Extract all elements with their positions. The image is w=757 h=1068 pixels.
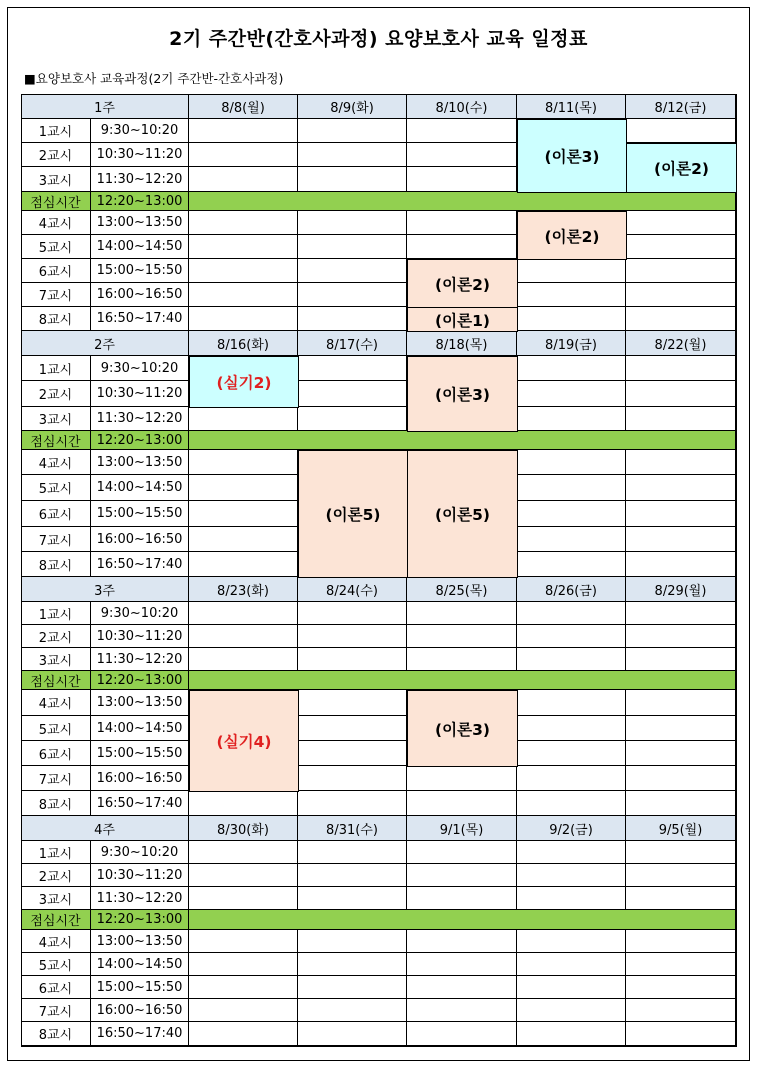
week-label: 1주 [21,94,189,119]
schedule-cell [189,648,298,671]
schedule-cell [189,211,298,235]
schedule-cell [517,791,626,816]
schedule-cell [517,887,626,910]
schedule-cell [626,259,736,283]
period-label: 6교시 [21,976,91,999]
lunch-time: 12:20~13:00 [91,192,189,211]
period-time: 16:50~17:40 [91,552,189,577]
period-label: 5교시 [21,716,91,741]
schedule-cell [517,381,626,407]
lunch-bar [189,671,736,690]
schedule-cell [189,552,298,577]
schedule-cell [298,999,407,1022]
schedule-cell [298,119,407,143]
schedule-cell [626,930,736,953]
schedule-cell [407,953,517,976]
date-header: 8/10(수) [407,94,517,119]
week-label: 3주 [21,577,189,602]
schedule-cell [517,953,626,976]
period-time: 16:50~17:40 [91,1022,189,1046]
schedule-cell [626,475,736,501]
schedule-cell [517,475,626,501]
schedule-cell [298,356,407,381]
period-label: 2교시 [21,625,91,648]
period-time: 9:30~10:20 [91,356,189,381]
lunch-label: 점심시간 [21,431,91,450]
period-label: 1교시 [21,119,91,143]
lunch-label: 점심시간 [21,910,91,930]
schedule-cell [626,864,736,887]
schedule-cell [517,625,626,648]
schedule-cell [189,791,298,816]
period-label: 4교시 [21,450,91,475]
schedule-cell [298,1022,407,1046]
class-session: (이론2) [407,259,518,308]
date-header: 9/5(월) [626,816,736,841]
schedule-cell [517,259,626,283]
date-header: 8/22(월) [626,331,736,356]
week-label: 4주 [21,816,189,841]
schedule-cell [626,766,736,791]
schedule-cell [517,999,626,1022]
schedule-cell [517,307,626,331]
period-time: 14:00~14:50 [91,716,189,741]
schedule-cell [626,791,736,816]
schedule-cell [298,690,407,716]
schedule-cell [298,741,407,766]
schedule-cell [298,953,407,976]
date-header: 8/19(금) [517,331,626,356]
schedule-cell [189,307,298,331]
schedule-cell [407,976,517,999]
schedule-cell [517,976,626,999]
schedule-cell [189,887,298,910]
period-time: 9:30~10:20 [91,602,189,625]
period-label: 4교시 [21,930,91,953]
schedule-cell [298,976,407,999]
period-time: 16:00~16:50 [91,766,189,791]
date-header: 8/8(월) [189,94,298,119]
lunch-time: 12:20~13:00 [91,910,189,930]
period-label: 7교시 [21,766,91,791]
date-header: 8/17(수) [298,331,407,356]
period-label: 7교시 [21,527,91,552]
period-time: 16:00~16:50 [91,283,189,307]
schedule-cell [189,953,298,976]
period-time: 13:00~13:50 [91,690,189,716]
period-label: 2교시 [21,864,91,887]
period-label: 6교시 [21,259,91,283]
schedule-cell [626,999,736,1022]
period-label: 5교시 [21,235,91,259]
schedule-cell [298,307,407,331]
schedule-cell [189,283,298,307]
schedule-cell [298,602,407,625]
period-time: 15:00~15:50 [91,741,189,766]
class-session: (이론5) [407,450,518,578]
schedule-cell [298,930,407,953]
period-time: 11:30~12:20 [91,648,189,671]
schedule-cell [189,235,298,259]
schedule-cell [407,864,517,887]
schedule-cell [298,211,407,235]
schedule-cell [626,307,736,331]
schedule-cell [626,501,736,527]
schedule-cell [298,625,407,648]
schedule-cell [298,841,407,864]
schedule-cell [517,283,626,307]
period-label: 4교시 [21,690,91,716]
schedule-cell [626,887,736,910]
period-label: 1교시 [21,356,91,381]
schedule-cell [517,527,626,552]
schedule-cell [189,407,298,431]
lunch-label: 점심시간 [21,671,91,690]
date-header: 8/24(수) [298,577,407,602]
schedule-cell [189,930,298,953]
date-header: 8/9(화) [298,94,407,119]
schedule-cell [189,976,298,999]
schedule-cell [407,999,517,1022]
schedule-cell [626,407,736,431]
schedule-cell [517,648,626,671]
schedule-cell [189,864,298,887]
date-header: 8/18(목) [407,331,517,356]
schedule-cell [298,235,407,259]
schedule-cell [189,143,298,167]
schedule-cell [626,741,736,766]
schedule-cell [626,625,736,648]
date-header: 8/31(수) [298,816,407,841]
schedule-cell [626,953,736,976]
schedule-cell [189,450,298,475]
period-label: 3교시 [21,167,91,192]
schedule-cell [517,356,626,381]
schedule-cell [189,167,298,192]
period-label: 8교시 [21,307,91,331]
schedule-cell [407,648,517,671]
schedule-cell [517,450,626,475]
period-label: 8교시 [21,791,91,816]
date-header: 8/23(화) [189,577,298,602]
schedule-cell [189,1022,298,1046]
schedule-cell [517,552,626,577]
schedule-cell [189,501,298,527]
period-time: 15:00~15:50 [91,976,189,999]
schedule-cell [298,259,407,283]
schedule-cell [517,1022,626,1046]
schedule-cell [298,887,407,910]
schedule-cell [407,211,517,235]
schedule-cell [189,841,298,864]
lunch-bar [189,431,736,450]
schedule-cell [626,283,736,307]
date-header: 8/16(화) [189,331,298,356]
schedule-cell [517,864,626,887]
schedule-cell [626,450,736,475]
schedule-cell [298,716,407,741]
date-header: 8/12(금) [626,94,736,119]
period-label: 5교시 [21,475,91,501]
period-time: 14:00~14:50 [91,953,189,976]
class-session: (실기4) [189,690,299,792]
period-label: 2교시 [21,381,91,407]
period-label: 6교시 [21,501,91,527]
schedule-cell [517,407,626,431]
period-label: 3교시 [21,648,91,671]
schedule-cell [407,930,517,953]
schedule-cell [626,356,736,381]
date-header: 8/26(금) [517,577,626,602]
period-label: 3교시 [21,407,91,431]
schedule-cell [626,119,736,143]
period-time: 16:50~17:40 [91,307,189,331]
schedule-cell [626,648,736,671]
schedule-cell [298,167,407,192]
schedule-cell [407,235,517,259]
date-header: 9/2(금) [517,816,626,841]
schedule-cell [189,527,298,552]
class-session: (이론3) [517,119,627,193]
week-label: 2주 [21,331,189,356]
schedule-cell [517,501,626,527]
period-time: 15:00~15:50 [91,501,189,527]
schedule-cell [626,235,736,259]
period-time: 16:00~16:50 [91,527,189,552]
schedule-cell [407,143,517,167]
period-time: 11:30~12:20 [91,887,189,910]
class-session: (이론1) [407,307,518,332]
schedule-cell [298,283,407,307]
period-time: 16:00~16:50 [91,999,189,1022]
schedule-cell [626,381,736,407]
schedule-cell [189,259,298,283]
schedule-cell [407,766,517,791]
schedule-cell [298,407,407,431]
schedule-cell [626,1022,736,1046]
schedule-cell [517,716,626,741]
schedule-cell [407,1022,517,1046]
period-time: 13:00~13:50 [91,450,189,475]
period-time: 10:30~11:20 [91,381,189,407]
lunch-bar [189,192,736,211]
period-time: 11:30~12:20 [91,407,189,431]
period-label: 2교시 [21,143,91,167]
schedule-cell [626,716,736,741]
schedule-cell [298,143,407,167]
schedule-cell [189,119,298,143]
period-label: 6교시 [21,741,91,766]
period-time: 13:00~13:50 [91,211,189,235]
lunch-label: 점심시간 [21,192,91,211]
schedule-cell [626,602,736,625]
class-session: (실기2) [189,356,299,408]
schedule-cell [517,766,626,791]
period-label: 8교시 [21,552,91,577]
period-label: 3교시 [21,887,91,910]
date-header: 8/30(화) [189,816,298,841]
period-time: 9:30~10:20 [91,841,189,864]
date-header: 8/11(목) [517,94,626,119]
schedule-cell [407,625,517,648]
date-header: 8/29(월) [626,577,736,602]
schedule-cell [407,602,517,625]
schedule-cell [189,999,298,1022]
period-time: 11:30~12:20 [91,167,189,192]
schedule-cell [626,552,736,577]
period-label: 5교시 [21,953,91,976]
schedule-cell [298,648,407,671]
schedule-cell [189,625,298,648]
period-label: 4교시 [21,211,91,235]
class-session: (이론5) [298,450,408,578]
period-label: 7교시 [21,283,91,307]
schedule-cell [517,690,626,716]
schedule-cell [517,741,626,766]
class-session: (이론3) [407,690,518,767]
schedule-cell [298,766,407,791]
period-time: 10:30~11:20 [91,625,189,648]
schedule-cell [407,167,517,192]
schedule-cell [626,527,736,552]
schedule-cell [298,864,407,887]
schedule-cell [189,602,298,625]
period-time: 10:30~11:20 [91,143,189,167]
page-title: 2기 주간반(간호사과정) 요양보호사 교육 일정표 [169,28,588,50]
period-label: 1교시 [21,841,91,864]
date-header: 8/25(목) [407,577,517,602]
schedule-cell [407,887,517,910]
lunch-bar [189,910,736,930]
schedule-cell [407,841,517,864]
schedule-cell [298,791,407,816]
class-session: (이론2) [626,143,737,193]
lunch-time: 12:20~13:00 [91,431,189,450]
period-time: 13:00~13:50 [91,930,189,953]
schedule-cell [517,841,626,864]
schedule-cell [407,119,517,143]
schedule-cell [407,791,517,816]
period-time: 15:00~15:50 [91,259,189,283]
lunch-time: 12:20~13:00 [91,671,189,690]
date-header: 9/1(목) [407,816,517,841]
class-session: (이론3) [407,356,518,432]
course-subtitle: ■요양보호사 교육과정(2기 주간반-간호사과정) [24,71,284,86]
schedule-cell [189,475,298,501]
schedule-cell [517,602,626,625]
schedule-cell [626,211,736,235]
class-session: (이론2) [517,211,627,260]
period-label: 8교시 [21,1022,91,1046]
period-time: 16:50~17:40 [91,791,189,816]
schedule-cell [626,976,736,999]
schedule-cell [626,690,736,716]
schedule-cell [626,841,736,864]
schedule-cell [517,930,626,953]
schedule-cell [298,381,407,407]
period-time: 14:00~14:50 [91,475,189,501]
period-label: 7교시 [21,999,91,1022]
period-time: 10:30~11:20 [91,864,189,887]
period-time: 9:30~10:20 [91,119,189,143]
period-label: 1교시 [21,602,91,625]
period-time: 14:00~14:50 [91,235,189,259]
